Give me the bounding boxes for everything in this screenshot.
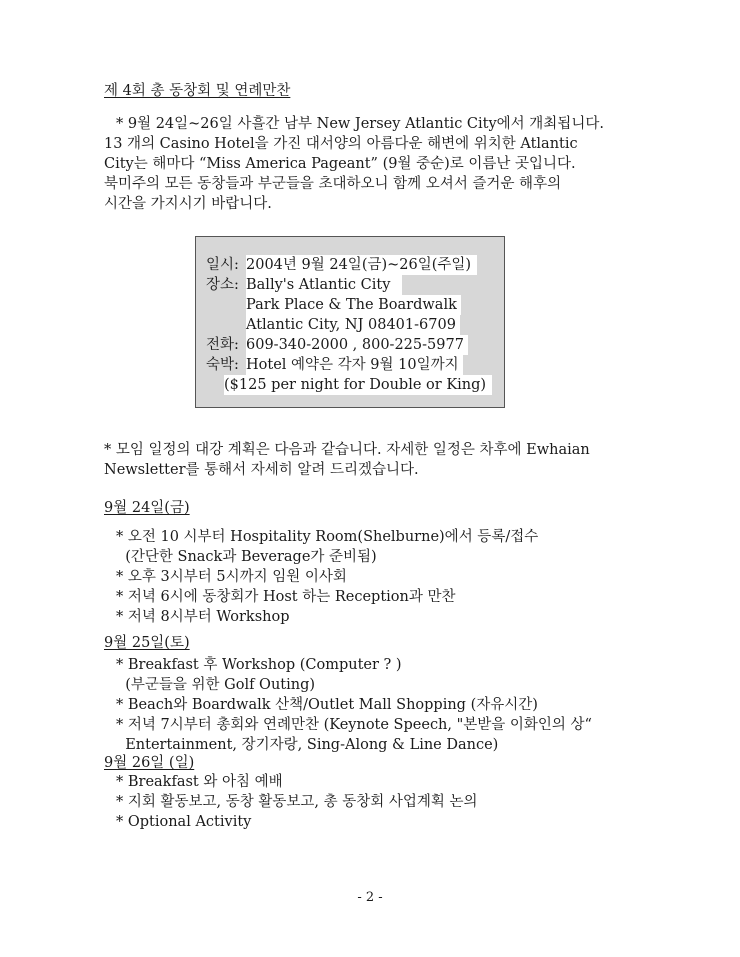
- page-number: - 2 -: [357, 890, 383, 905]
- day-heading: 9월 25일(토): [104, 635, 190, 651]
- intro-line: 13 개의 Casino Hotel을 가진 대서양의 아름다운 해변에 위치한 Atlantic: [104, 136, 578, 152]
- schedule-item: * 저녁 8시부터 Workshop: [116, 609, 290, 625]
- intro-line: 북미주의 모든 동창들과 부군들을 초대하오니 함께 오셔서 즐거운 해후의: [104, 176, 562, 192]
- intro-line: City는 해마다 “Miss America Pageant” (9월 중순)로 이름난 곳입니다.: [104, 156, 576, 172]
- schedule-item: * 지회 활동보고, 동창 활동보고, 총 동창회 사업계획 논의: [116, 794, 478, 810]
- schedule-item: * 저녁 6시에 동창회가 Host 하는 Reception과 만찬: [116, 589, 456, 605]
- place-label: 장소:: [206, 277, 239, 293]
- lodging-label: 숙박:: [206, 357, 239, 373]
- schedule-item: * Breakfast 와 아침 예배: [116, 774, 283, 790]
- date-label: 일시:: [206, 257, 239, 273]
- schedule-item: * 저녁 7시부터 총회와 연례만찬 (Keynote Speech, "본받을 이화인의 상“: [116, 717, 592, 733]
- phone-value: 609-340-2000 , 800-225-5977: [246, 335, 468, 355]
- place-line: Park Place & The Boardwalk: [246, 295, 461, 315]
- schedule-intro-line: * 모임 일정의 대강 계획은 다음과 같습니다. 자세한 일정은 차후에 Ewhaian: [104, 442, 590, 458]
- schedule-item: * 오전 10 시부터 Hospitality Room(Shelburne)에서 등록/접수: [116, 529, 539, 545]
- schedule-item: (간단한 Snack과 Beverage가 준비됨): [116, 549, 377, 565]
- date-value: 2004년 9월 24일(금)~26일(주일): [246, 255, 477, 275]
- day-heading: 9월 24일(금): [104, 500, 190, 516]
- intro-line: 시간을 가지시기 바랍니다.: [104, 196, 272, 212]
- lodging-note: ($125 per night for Double or King): [224, 375, 492, 395]
- schedule-item: * Optional Activity: [116, 814, 252, 830]
- place-line: Bally's Atlantic City: [246, 275, 402, 295]
- event-info-box: [195, 236, 505, 408]
- schedule-item: * Breakfast 후 Workshop (Computer ? ): [116, 657, 402, 673]
- schedule-item: * 오후 3시부터 5시까지 임원 이사회: [116, 569, 347, 585]
- page-title: 제 4회 총 동창회 및 연례만찬: [104, 83, 291, 99]
- schedule-intro-line: Newsletter를 통해서 자세히 알려 드리겠습니다.: [104, 462, 419, 478]
- place-line: Atlantic City, NJ 08401-6709: [246, 315, 460, 335]
- day-heading: 9월 26일 (일): [104, 755, 195, 771]
- phone-label: 전화:: [206, 337, 239, 353]
- lodging-value: Hotel 예약은 각자 9월 10일까지: [246, 355, 463, 375]
- schedule-item: (부군들을 위한 Golf Outing): [116, 677, 316, 693]
- intro-line: * 9월 24일~26일 사흘간 남부 New Jersey Atlantic City에서 개최됩니다.: [116, 116, 604, 132]
- schedule-item: * Beach와 Boardwalk 산책/Outlet Mall Shopping (자유시간): [116, 697, 538, 713]
- schedule-item: Entertainment, 장기자랑, Sing-Along & Line Dance): [116, 737, 499, 753]
